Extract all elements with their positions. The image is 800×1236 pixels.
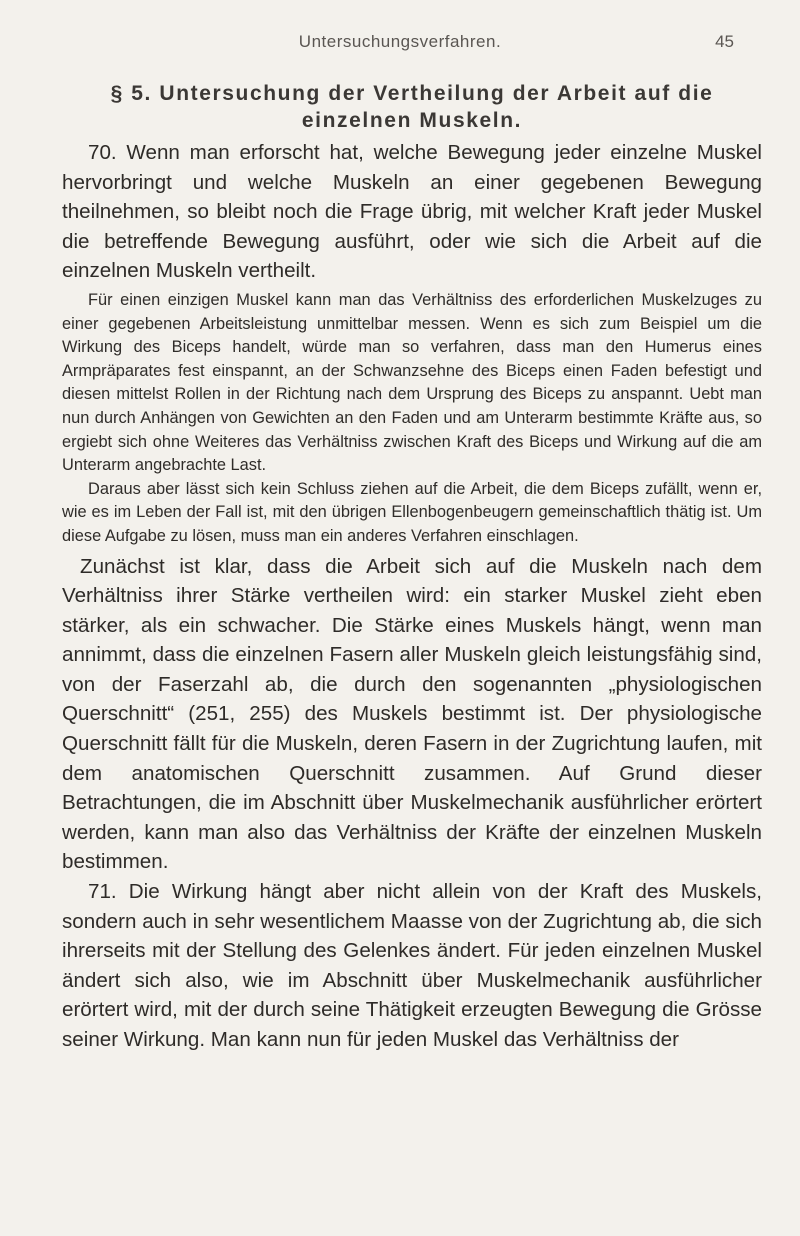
page-body xyxy=(62,80,762,1055)
section-heading-line-2: einzelnen Muskeln. xyxy=(301,109,523,132)
paragraph-71: 71. Die Wirkung hängt aber nicht allein von der Kraft des Muskels, sondern auch in sehr wesentlichem Maasse von der Zugrichtung ab, die sich ihrerseits mit der Stellung des Gelenkes ändert. Für jeden einzelnen Muskel ändert sich also, wie im Abschnitt über Muskelmechanik ausführlicher erörtert wird, mit der durch seine Thätigkeit erzeugten Bewegung die Grösse seiner Wirkung. Man kann nun für jeden Muskel das Verhältniss der xyxy=(62,880,762,1051)
note-paragraph-1: Für einen einzigen Muskel kann man das Verhältniss des erforderlichen Muskelzuges zu einer gegebenen Arbeitsleistung unmittelbar messen. Wenn es sich zum Beispiel um die Wirkung des Biceps handelt, würde man so verfahren, dass man den Humerus eines Armpräparates fest einspannt, an der Schwanzsehne des Biceps einen Faden befestigt und diesen mittelst Rollen in der Richtung nach dem Ursprung des Biceps zu anspannt. Uebt man nun durch Anhängen von Gewichten an den Faden und am Unterarm bestimmte Kräfte aus, so ergiebt sich ohne Weiteres das Verhältniss zwischen Kraft des Biceps und Wirkung auf die am Unterarm angebrachte Last. xyxy=(62,290,762,475)
section-heading-line-1: § 5. Untersuchung der Vertheilung der Arbeit auf die xyxy=(110,82,714,105)
section-heading xyxy=(62,80,762,134)
running-title: Untersuchungsverfahren. xyxy=(298,32,502,51)
page-header xyxy=(0,32,800,56)
paragraph-70-continued: Zunächst ist klar, dass die Arbeit sich auf die Muskeln nach dem Verhältniss ihrer Stärke vertheilen wird: ein starker Muskel zieht eben stärker, als ein schwacher. Die Stärke eines Muskels hängt, wenn man annimmt, dass die einzelnen Fasern aller Muskeln gleich leistungsfähig sind, von der Faserzahl ab, die durch den sogenannten „physiologischen Querschnitt“ (251, 255) des Muskels bestimmt ist. Der physiologische Querschnitt fällt für die Muskeln, deren Fasern in der Zugrichtung laufen, mit dem anatomischen Querschnitt zusammen. Auf Grund dieser Betrachtungen, die im Abschnitt über Muskelmechanik ausführlicher erörtert werden, kann man also das Verhältniss der Kräfte der einzelnen Muskeln bestimmen. xyxy=(62,554,762,874)
paragraph-70: 70. Wenn man erforscht hat, welche Bewegung jeder einzelne Muskel hervorbringt und welche Muskeln an einer gegebenen Bewegung theilnehmen, so bleibt noch die Frage übrig, mit welcher Kraft jeder Muskel die betreffende Bewegung ausführt, oder wie sich die Arbeit auf die einzelnen Muskeln vertheilt. xyxy=(62,141,762,283)
page-number: 45 xyxy=(715,32,734,51)
note-paragraph-2: Daraus aber lässt sich kein Schluss ziehen auf die Arbeit, die dem Biceps zufällt, wenn er, wie es im Leben der Fall ist, mit den übrigen Ellenbogenbeugern gemeinschaftlich thätig ist. Um diese Aufgabe zu lösen, muss man ein anderes Verfahren einschlagen. xyxy=(62,479,762,545)
